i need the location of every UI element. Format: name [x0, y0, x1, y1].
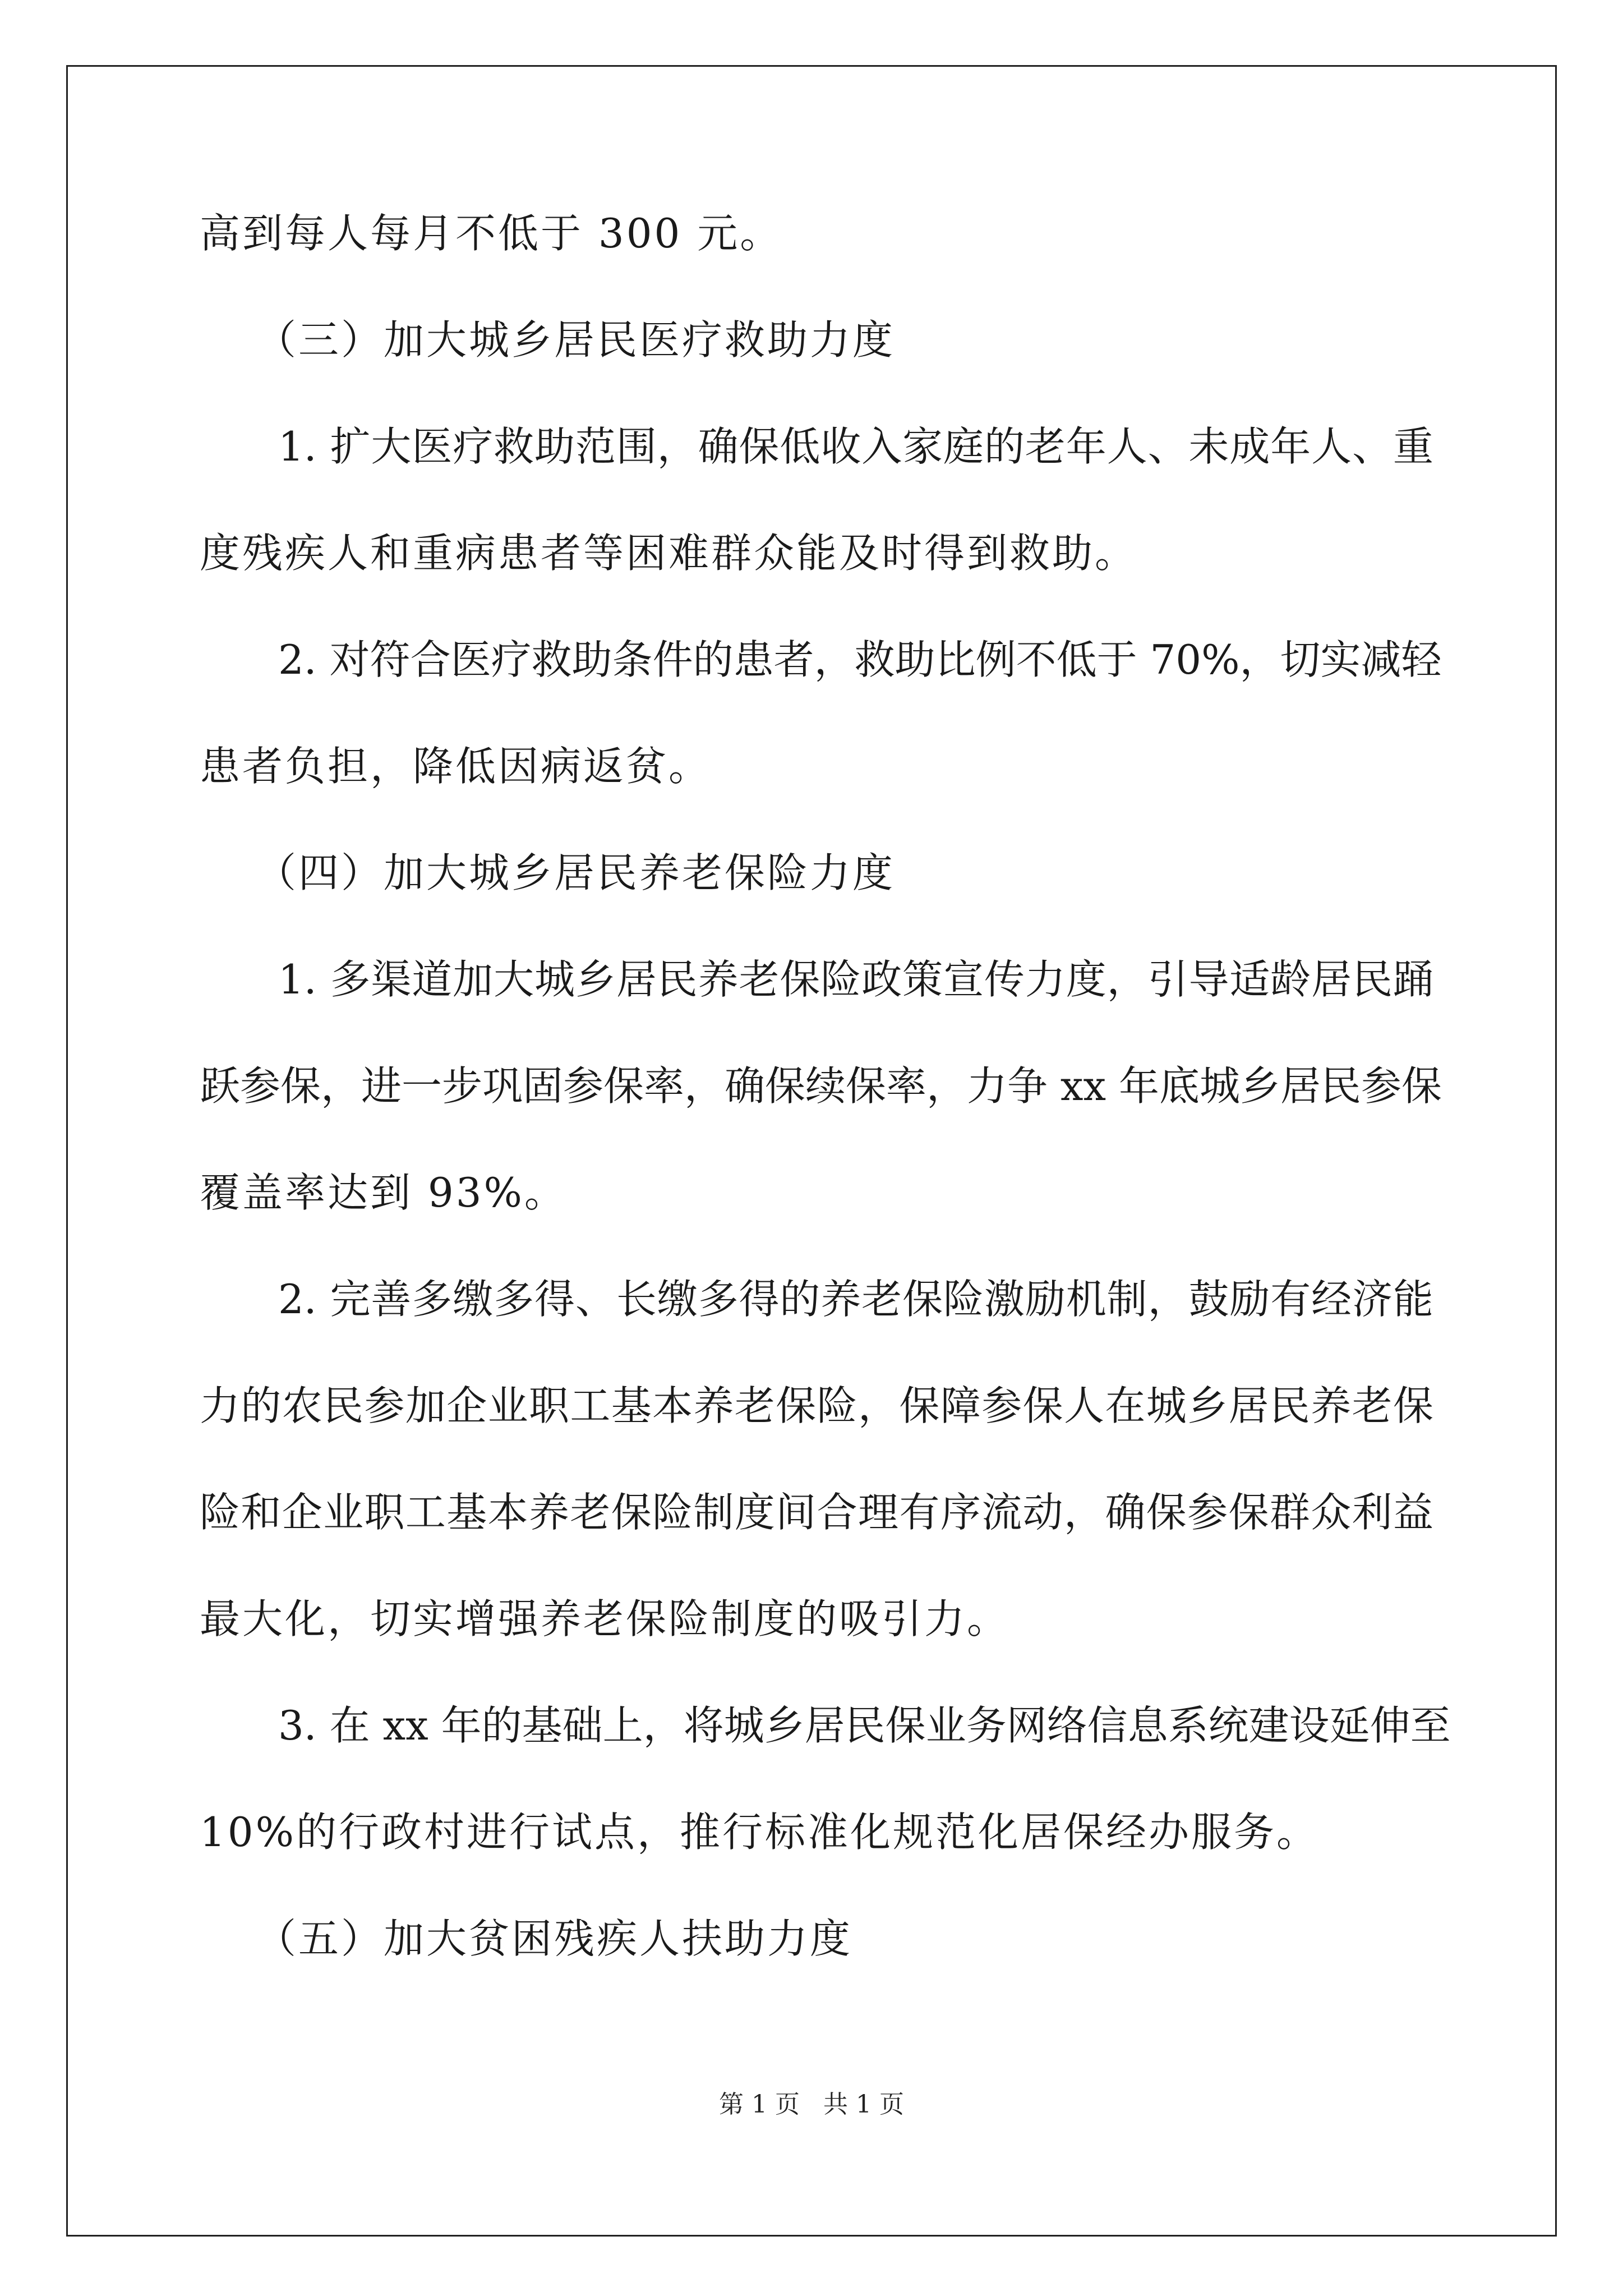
- paragraph-line: 3. 在 xx 年的基础上，将城乡居民保业务网络信息系统建设延伸至: [278, 1702, 1451, 1749]
- paragraph-line: 1. 扩大医疗救助范围，确保低收入家庭的老年人、未成年人、重: [278, 423, 1433, 470]
- section-heading: （四）加大城乡居民养老保险力度: [256, 849, 896, 896]
- paragraph-line: 2. 完善多缴多得、长缴多得的养老保险激励机制，鼓励有经济能: [278, 1276, 1433, 1323]
- paragraph-line: 覆盖率达到 93%。: [200, 1169, 567, 1216]
- paragraph-line: 2. 对符合医疗救助条件的患者，救助比例不低于 70%，切实减轻: [278, 636, 1442, 683]
- paragraph-line: 险和企业职工基本养老保险制度间合理有序流动，确保参保群众利益: [200, 1489, 1433, 1536]
- paragraph-line: 度残疾人和重病患者等困难群众能及时得到救助。: [200, 530, 1138, 577]
- paragraph-line: 跃参保，进一步巩固参保率，确保续保率，力争 xx 年底城乡居民参保: [200, 1062, 1442, 1110]
- page-footer: 第 1 页 共 1 页: [719, 2090, 904, 2119]
- paragraph-line: 1. 多渠道加大城乡居民养老保险政策宣传力度，引导适龄居民踊: [278, 956, 1433, 1003]
- section-heading: （五）加大贫困残疾人扶助力度: [256, 1915, 853, 1962]
- paragraph-line: 10%的行政村进行试点，推行标准化规范化居保经办服务。: [200, 1809, 1320, 1856]
- paragraph-line: 患者负担，降低因病返贫。: [200, 743, 712, 790]
- paragraph-line: 高到每人每月不低于 300 元。: [200, 210, 783, 257]
- paragraph-line: 最大化，切实增强养老保险制度的吸引力。: [200, 1595, 1010, 1642]
- section-heading: （三）加大城乡居民医疗救助力度: [256, 316, 896, 364]
- page-border: [66, 65, 1557, 2237]
- paragraph-line: 力的农民参加企业职工基本养老保险，保障参保人在城乡居民养老保: [200, 1382, 1433, 1429]
